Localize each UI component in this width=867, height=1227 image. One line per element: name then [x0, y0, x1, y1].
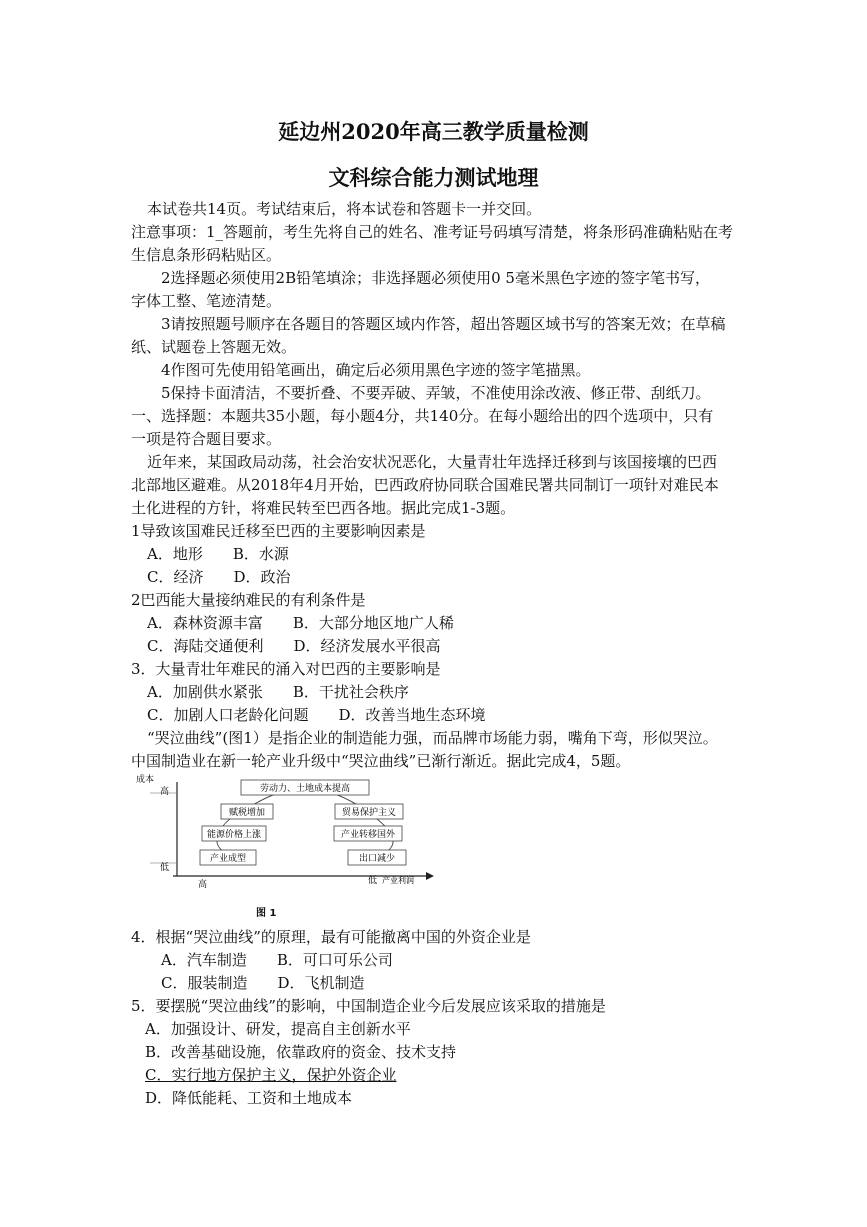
question-option: D．降低能耗、工资和土地成本 [145, 1089, 353, 1107]
passage-line: “哭泣曲线”(图1）是指企业的制造能力强，而品牌市场能力弱，嘴角下弯，形似哭泣。 [147, 729, 718, 747]
page-subtitle: 文科综合能力测试地理 [328, 165, 539, 190]
question-option: A．森林资源丰富 B．大部分地区地广人稀 [147, 614, 454, 632]
passage-line: 近年来，某国政局动荡，社会治安状况恶化，大量青壮年选择迁移到与该国接壤的巴西 [147, 453, 718, 471]
question-option: A．汽车制造 B．可口可乐公司 [161, 951, 393, 969]
question-option: C．加剧人口老龄化问题 D．改善当地生态环境 [147, 706, 486, 724]
notice-line: 注意事项：1_答题前，考生先将自己的姓名、准考证号码填写清楚，将条形码准确粘贴在考 [131, 223, 734, 241]
question-option: A．地形 B．水源 [147, 545, 289, 563]
curve-box-label: 产业成型 [209, 854, 247, 864]
curve-box-label: 贸易保护主义 [341, 808, 397, 818]
notice-line: 生信息条形码粘贴区。 [131, 246, 282, 264]
section-heading: 一、选择题：本题共35小题，每小题4分，共140分。在每小题给出的四个选项中，只有 [131, 407, 714, 425]
curve-box-label: 赋税增加 [228, 808, 266, 818]
question-2: 2巴西能大量接纳难民的有利条件是 [131, 591, 366, 609]
section-heading: 一项是符合题目要求。 [131, 430, 282, 448]
page-title: 延边州2020年高三教学质量检测 [278, 119, 589, 144]
curve-box-label: 出口减少 [358, 854, 396, 864]
intro-line: 本试卷共14页。考试结束后，将本试卷和答题卡一并交回。 [147, 200, 542, 218]
question-5: 5．要摆脱“哭泣曲线”的影响，中国制造企业今后发展应该采取的措施是 [131, 997, 606, 1015]
question-option: C．海陆交通便利 D．经济发展水平很高 [147, 637, 441, 655]
x-axis-arrow-icon [426, 872, 434, 880]
figure-caption: 图 1 [256, 908, 277, 919]
curve-box-label: 能源价格上涨 [206, 830, 262, 840]
crying-curve-figure [130, 770, 440, 892]
curve-box-label: 产业转移国外 [340, 830, 396, 840]
question-option: C．经济 D．政治 [147, 568, 291, 586]
notice-line: 5保持卡面清洁，不要折叠、不要弄破、弄皱，不准使用涂改液、修正带、刮纸刀。 [161, 384, 711, 402]
y-low-label: 低 [160, 863, 170, 873]
notice-line: 字体工整、笔迹清楚。 [131, 292, 282, 310]
x-high-label: 高 [198, 880, 208, 890]
question-option: C．服装制造 D．飞机制造 [161, 974, 365, 992]
passage-line: 中国制造业在新一轮产业升级中“哭泣曲线”已渐行渐近。据此完成4，5题。 [131, 752, 631, 770]
y-high-label: 高 [160, 787, 170, 797]
question-3: 3．大量青壮年难民的涌入对巴西的主要影响是 [131, 660, 441, 678]
question-option: C．实行地方保护主义，保护外资企业 [145, 1066, 397, 1084]
passage-line: 北部地区避难。从2018年4月开始，巴西政府协同联合国难民署共同制订一项针对难民本 [131, 476, 719, 494]
notice-line: 纸、试题卷上答题无效。 [131, 338, 297, 356]
y-axis-label: 成本 [136, 775, 155, 785]
x-axis-label: 产业利润 [382, 876, 414, 885]
crying-curve-line [217, 786, 393, 853]
notice-line: 2选择题必须使用2B铅笔填涂；非选择题必须使用0 5毫米黑色字迹的签字笔书写， [161, 269, 710, 287]
passage-line: 土化进程的方针，将难民转至巴西各地。据此完成1-3题。 [131, 499, 516, 517]
question-4: 4．根据“哭泣曲线”的原理，最有可能撤离中国的外资企业是 [131, 928, 531, 946]
x-low-label: 低 [368, 876, 378, 886]
question-option: A．加剧供水紧张 B．干扰社会秩序 [147, 683, 409, 701]
question-1: 1导致该国难民迁移至巴西的主要影响因素是 [131, 522, 426, 540]
notice-line: 4作图可先使用铅笔画出，确定后必须用黑色字迹的签字笔描黑。 [161, 361, 591, 379]
curve-box-label: 劳动力、土地成本提高 [259, 784, 351, 794]
question-option: A．加强设计、研发，提高自主创新水平 [145, 1020, 411, 1038]
notice-line: 3请按照题号顺序在各题目的答题区域内作答，超出答题区域书写的答案无效；在草稿 [161, 315, 726, 333]
question-option: B．改善基础设施，依靠政府的资金、技术支持 [145, 1043, 457, 1061]
